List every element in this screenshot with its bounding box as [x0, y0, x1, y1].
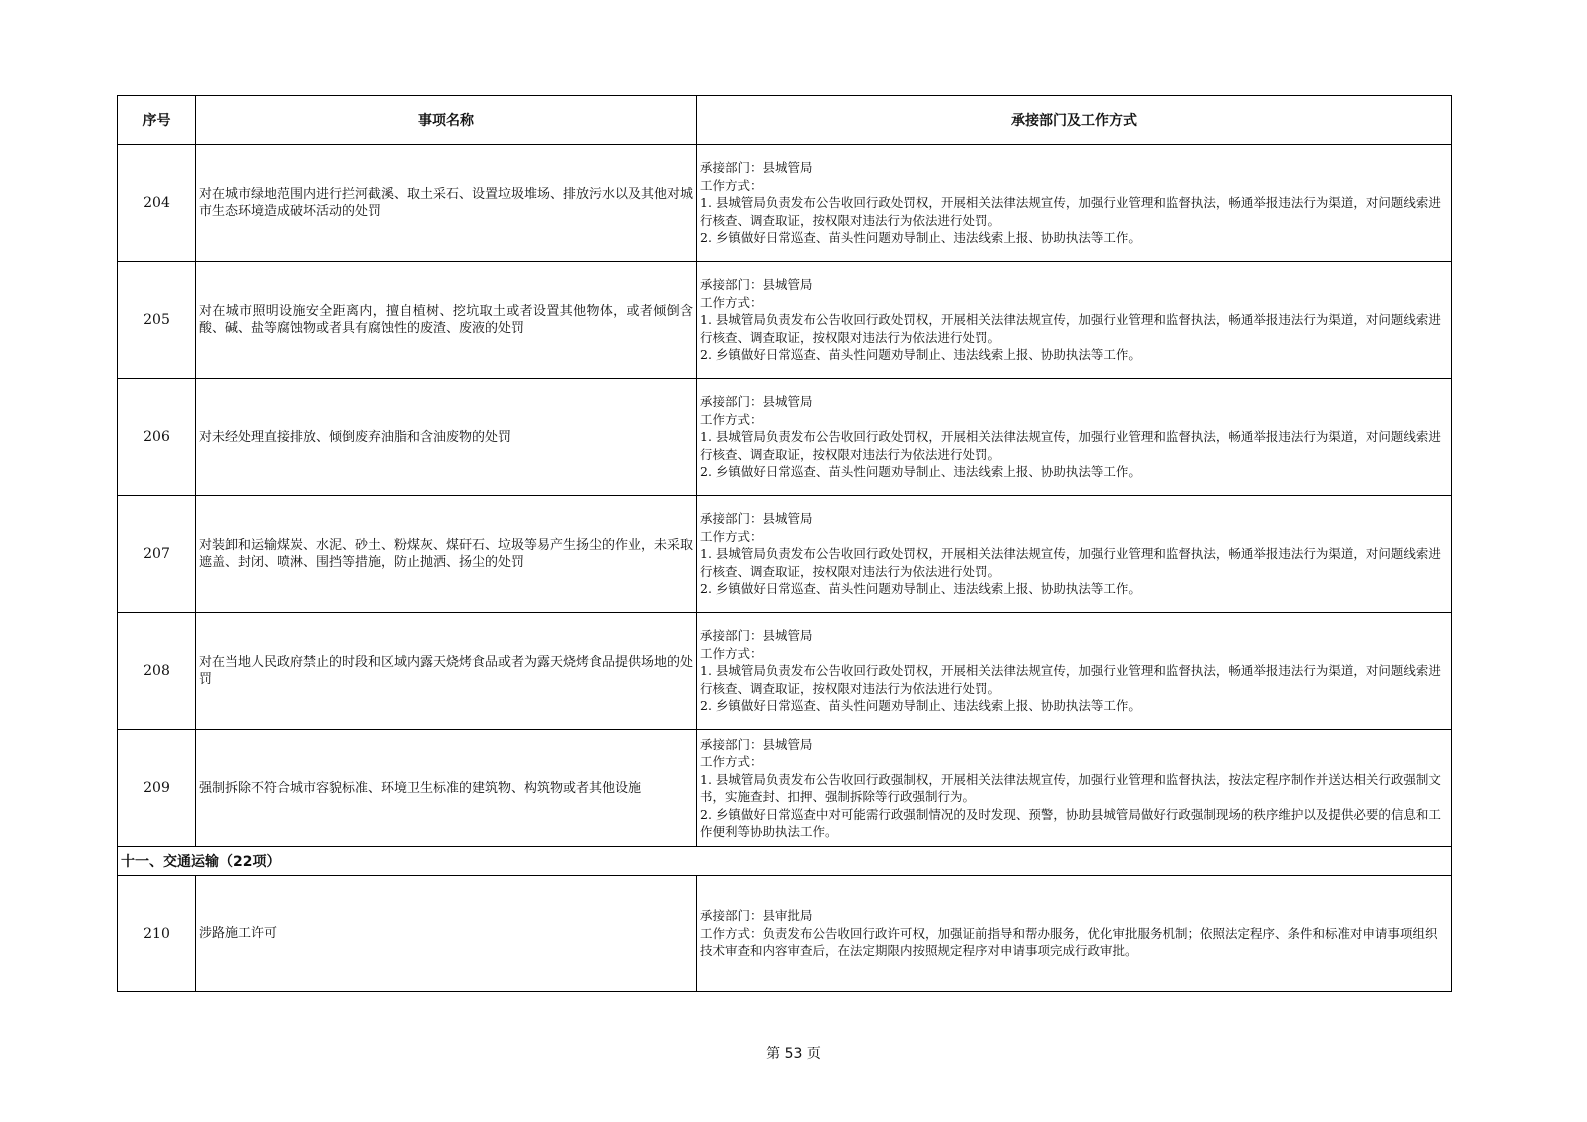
method-step-1: 1. 县城管局负责发布公告收回行政处罚权，开展相关法律法规宣传，加强行业管理和监督执法，畅通举报违法行为渠道，对问题线索进行核查、调查取证，按权限对违法行为依法进行处罚。 [700, 663, 1441, 696]
table-row [118, 876, 1452, 992]
method-step-2: 2. 乡镇做好日常巡查、苗头性问题劝导制止、违法线索上报、协助执法等工作。 [700, 698, 1141, 714]
table-row [118, 145, 1452, 262]
row-number: 209 [118, 730, 196, 847]
row-number: 204 [118, 145, 196, 262]
section-header-row [118, 847, 1452, 876]
method-text: 工作方式：负责发布公告收回行政许可权，加强证前指导和帮办服务，优化审批服务机制；依照法定程序、条件和标准对申请事项组织技术审查和内容审查后，在法定期限内按照规定程序对申请事项完成行政审批。 [700, 925, 1438, 959]
department-text: 承接部门：县审批局 [700, 908, 813, 924]
matter-name: 对在城市照明设施安全距离内，擅自植树、挖坑取土或者设置其他物体，或者倾倒含酸、碱、盐等腐蚀物或者具有腐蚀性的废渣、废液的处罚 [196, 262, 697, 379]
method-step-2: 2. 乡镇做好日常巡查、苗头性问题劝导制止、违法线索上报、协助执法等工作。 [700, 581, 1141, 597]
department-method-cell [697, 379, 1452, 496]
matter-name: 对在当地人民政府禁止的时段和区域内露天烧烤食品或者为露天烧烤食品提供场地的处罚 [196, 613, 697, 730]
header-serial-number: 序号 [118, 96, 196, 145]
table-row [118, 730, 1452, 847]
table-row [118, 379, 1452, 496]
department-text: 承接部门：县城管局 [700, 277, 813, 293]
table-row [118, 613, 1452, 730]
method-step-1: 1. 县城管局负责发布公告收回行政强制权，开展相关法律法规宣传，加强行业管理和监督执法，按法定程序制作并送达相关行政强制文书，实施查封、扣押、强制拆除等行政强制行为。 [700, 771, 1441, 804]
method-label: 工作方式： [700, 294, 763, 310]
row-number: 206 [118, 379, 196, 496]
row-number: 210 [118, 876, 196, 992]
table-row [118, 262, 1452, 379]
method-label: 工作方式： [700, 754, 763, 769]
method-label: 工作方式： [700, 645, 763, 661]
method-step-1: 1. 县城管局负责发布公告收回行政处罚权，开展相关法律法规宣传，加强行业管理和监督执法，畅通举报违法行为渠道，对问题线索进行核查、调查取证，按权限对违法行为依法进行处罚。 [700, 429, 1441, 462]
method-label: 工作方式： [700, 411, 763, 427]
section-title: 十一、交通运输（22项） [118, 847, 1452, 876]
row-number: 207 [118, 496, 196, 613]
department-method-cell [697, 730, 1452, 847]
matter-name: 涉路施工许可 [196, 876, 697, 992]
matters-table [117, 95, 1452, 992]
row-number: 205 [118, 262, 196, 379]
matter-name: 强制拆除不符合城市容貌标准、环境卫生标准的建筑物、构筑物或者其他设施 [196, 730, 697, 847]
header-department-method: 承接部门及工作方式 [697, 96, 1452, 145]
method-step-1: 1. 县城管局负责发布公告收回行政处罚权，开展相关法律法规宣传，加强行业管理和监督执法，畅通举报违法行为渠道，对问题线索进行核查、调查取证，按权限对违法行为依法进行处罚。 [700, 312, 1441, 345]
matter-name: 对未经处理直接排放、倾倒废弃油脂和含油废物的处罚 [196, 379, 697, 496]
department-text: 承接部门：县城管局 [700, 160, 813, 176]
matter-name: 对在城市绿地范围内进行拦河截溪、取土采石、设置垃圾堆场、排放污水以及其他对城市生态环境造成破坏活动的处罚 [196, 145, 697, 262]
method-step-2: 2. 乡镇做好日常巡查中对可能需行政强制情况的及时发现、预警，协助县城管局做好行政强制现场的秩序维护以及提供必要的信息和工作便利等协助执法工作。 [700, 806, 1441, 839]
department-text: 承接部门：县城管局 [700, 511, 813, 527]
department-text: 承接部门：县城管局 [700, 736, 813, 752]
header-matter-name: 事项名称 [196, 96, 697, 145]
method-step-2: 2. 乡镇做好日常巡查、苗头性问题劝导制止、违法线索上报、协助执法等工作。 [700, 347, 1141, 363]
department-method-cell [697, 145, 1452, 262]
table-header-row [118, 96, 1452, 145]
department-method-cell [697, 262, 1452, 379]
matter-name: 对装卸和运输煤炭、水泥、砂土、粉煤灰、煤矸石、垃圾等易产生扬尘的作业，未采取遮盖、封闭、喷淋、围挡等措施，防止抛洒、扬尘的处罚 [196, 496, 697, 613]
department-method-cell [697, 496, 1452, 613]
page-number: 第 53 页 [766, 1046, 821, 1062]
method-step-2: 2. 乡镇做好日常巡查、苗头性问题劝导制止、违法线索上报、协助执法等工作。 [700, 230, 1141, 246]
department-text: 承接部门：县城管局 [700, 628, 813, 644]
row-number: 208 [118, 613, 196, 730]
department-method-cell [697, 876, 1452, 992]
department-method-cell [697, 613, 1452, 730]
method-label: 工作方式： [700, 528, 763, 544]
method-label: 工作方式： [700, 177, 763, 193]
department-text: 承接部门：县城管局 [700, 394, 813, 410]
table-row [118, 496, 1452, 613]
method-step-1: 1. 县城管局负责发布公告收回行政处罚权，开展相关法律法规宣传，加强行业管理和监督执法，畅通举报违法行为渠道，对问题线索进行核查、调查取证，按权限对违法行为依法进行处罚。 [700, 546, 1441, 579]
method-step-2: 2. 乡镇做好日常巡查、苗头性问题劝导制止、违法线索上报、协助执法等工作。 [700, 464, 1141, 480]
method-step-1: 1. 县城管局负责发布公告收回行政处罚权，开展相关法律法规宣传，加强行业管理和监督执法，畅通举报违法行为渠道，对问题线索进行核查、调查取证，按权限对违法行为依法进行处罚。 [700, 195, 1441, 228]
